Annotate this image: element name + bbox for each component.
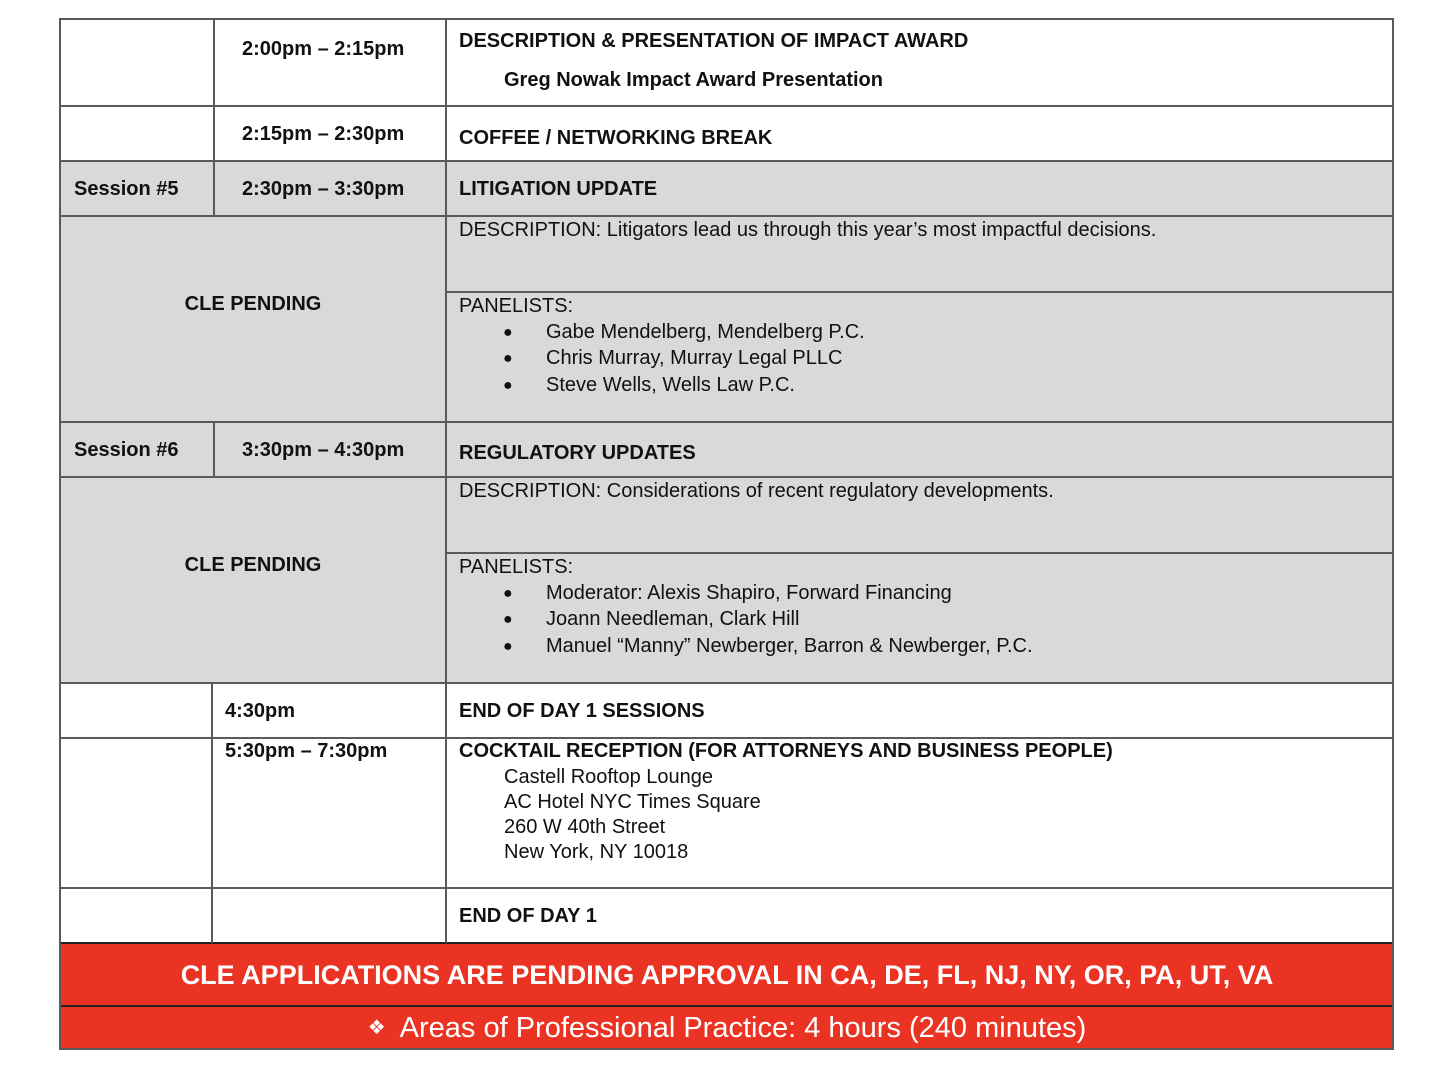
bullet-icon: ● bbox=[503, 585, 513, 602]
bullet-icon: ● bbox=[503, 611, 513, 628]
agenda-title: DESCRIPTION & PRESENTATION OF IMPACT AWARD bbox=[459, 30, 969, 52]
row-divider bbox=[60, 942, 1394, 944]
row-divider bbox=[446, 291, 1394, 293]
panelist: Moderator: Alexis Shapiro, Forward Financing bbox=[546, 582, 952, 604]
column-divider bbox=[213, 18, 215, 216]
bullet-icon: ● bbox=[503, 324, 513, 341]
time-slot: 2:15pm – 2:30pm bbox=[242, 123, 405, 145]
session-label: Session #5 bbox=[74, 178, 179, 200]
column-divider bbox=[211, 682, 213, 943]
time-slot: 3:30pm – 4:30pm bbox=[242, 439, 405, 461]
panelist: Manuel “Manny” Newberger, Barron & Newberger, P.C. bbox=[546, 635, 1033, 657]
row-divider bbox=[60, 160, 1394, 162]
venue-line: New York, NY 10018 bbox=[504, 841, 689, 863]
row-divider bbox=[60, 682, 1394, 684]
cle-status: CLE PENDING bbox=[184, 554, 322, 576]
table-border-right bbox=[1392, 18, 1394, 1050]
time-slot: 2:00pm – 2:15pm bbox=[242, 38, 405, 60]
credit-text: Areas of Professional Practice: 4 hours (240 minutes) bbox=[399, 1012, 1087, 1044]
row-divider bbox=[60, 105, 1394, 107]
session-description: DESCRIPTION: Litigators lead us through this year’s most impactful decisions. bbox=[459, 219, 1157, 241]
venue-line: AC Hotel NYC Times Square bbox=[504, 791, 761, 813]
column-divider bbox=[213, 421, 215, 477]
table-border-top bbox=[60, 18, 1394, 20]
panelist: Steve Wells, Wells Law P.C. bbox=[546, 374, 795, 396]
session-description: DESCRIPTION: Considerations of recent regulatory developments. bbox=[459, 480, 1054, 502]
bullet-icon: ● bbox=[503, 638, 513, 655]
panelists-label: PANELISTS: bbox=[459, 556, 574, 578]
venue-line: Castell Rooftop Lounge bbox=[504, 766, 714, 788]
session-label: Session #6 bbox=[74, 439, 179, 461]
agenda-title: LITIGATION UPDATE bbox=[459, 178, 658, 200]
agenda-title: COCKTAIL RECEPTION (FOR ATTORNEYS AND BUSINESS PEOPLE) bbox=[459, 740, 1113, 762]
cle-status: CLE PENDING bbox=[184, 293, 322, 315]
time-slot: 4:30pm bbox=[225, 700, 296, 722]
panelist: Joann Needleman, Clark Hill bbox=[546, 608, 800, 630]
row-divider bbox=[60, 887, 1394, 889]
column-divider bbox=[445, 18, 447, 943]
agenda-title: END OF DAY 1 SESSIONS bbox=[459, 700, 705, 722]
agenda-subtitle: Greg Nowak Impact Award Presentation bbox=[504, 69, 883, 91]
row-divider bbox=[60, 215, 1394, 217]
time-slot: 2:30pm – 3:30pm bbox=[242, 178, 405, 200]
diamond-bullet-icon: ❖ bbox=[367, 1017, 386, 1039]
agenda-title: REGULATORY UPDATES bbox=[459, 442, 696, 464]
credit-line bbox=[60, 1010, 1394, 1046]
panelist: Gabe Mendelberg, Mendelberg P.C. bbox=[546, 321, 865, 343]
banner-divider bbox=[60, 1005, 1394, 1007]
row-divider bbox=[60, 421, 1394, 423]
agenda-title: END OF DAY 1 bbox=[459, 905, 597, 927]
time-slot: 5:30pm – 7:30pm bbox=[225, 740, 388, 762]
agenda-title: COFFEE / NETWORKING BREAK bbox=[459, 127, 773, 149]
table-border-left bbox=[59, 18, 61, 1050]
panelists-label: PANELISTS: bbox=[459, 295, 574, 317]
bullet-icon: ● bbox=[503, 350, 513, 367]
cle-notice: CLE APPLICATIONS ARE PENDING APPROVAL IN CA, DE, FL, NJ, NY, OR, PA, UT, VA bbox=[180, 960, 1274, 990]
row-divider bbox=[60, 476, 1394, 478]
venue-line: 260 W 40th Street bbox=[504, 816, 666, 838]
row-divider bbox=[446, 552, 1394, 554]
table-border-bottom bbox=[60, 1048, 1394, 1050]
bullet-icon: ● bbox=[503, 377, 513, 394]
panelist: Chris Murray, Murray Legal PLLC bbox=[546, 347, 843, 369]
